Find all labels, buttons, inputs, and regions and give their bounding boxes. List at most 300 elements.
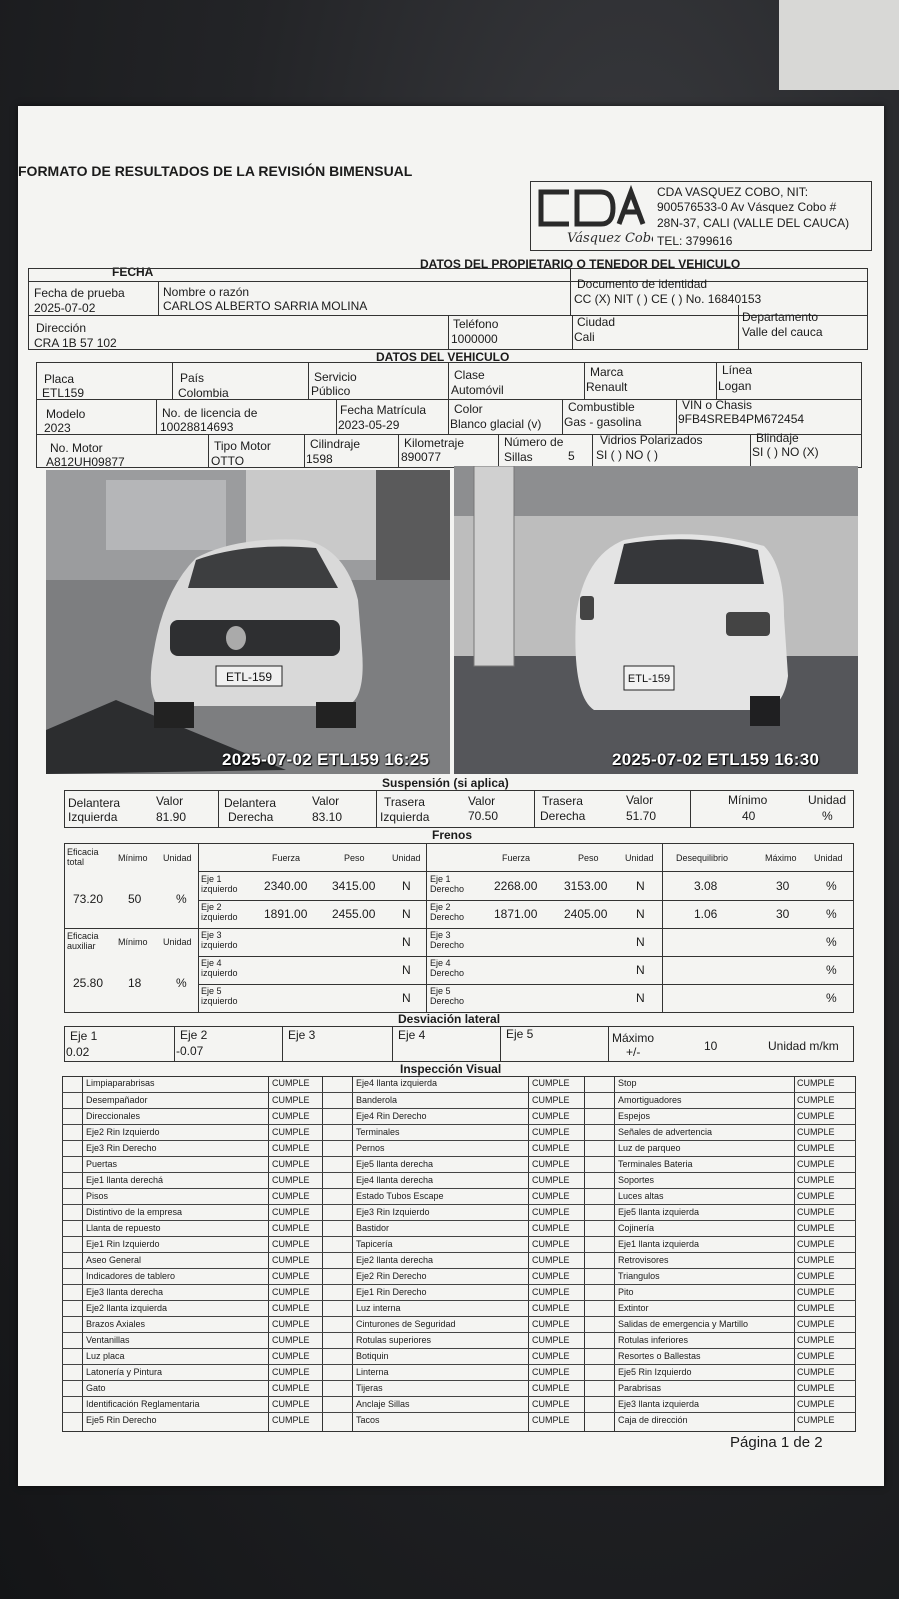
- inspection-item-1: Eje1 llanta derechá: [86, 1175, 164, 1185]
- eficacia-total-label: Eficacia total: [67, 847, 99, 867]
- inspection-item-2: Cinturones de Seguridad: [356, 1319, 456, 1329]
- inspection-status-1: CUMPLE: [272, 1351, 310, 1361]
- inspection-status-2: CUMPLE: [532, 1271, 570, 1281]
- inspection-row: [62, 1204, 856, 1220]
- front-plate-text: ETL-159: [225, 670, 273, 684]
- marca-label: Marca: [590, 365, 624, 379]
- inspection-status-2: CUMPLE: [532, 1367, 570, 1377]
- sillas-label-1: Número de: [504, 435, 564, 449]
- suspension-rule: [534, 790, 535, 828]
- ciudad-value: Cali: [574, 330, 595, 344]
- axle-left-weight: 2455.00: [332, 907, 376, 921]
- clase-value: Automóvil: [451, 383, 504, 397]
- inspection-item-3: Extintor: [618, 1303, 649, 1313]
- vehicle-rule: [498, 434, 499, 468]
- servicio-label: Servicio: [314, 370, 357, 384]
- desviacion-heading: Desviación lateral: [398, 1012, 501, 1026]
- inspection-status-2: CUMPLE: [532, 1319, 570, 1329]
- inspection-status-3: CUMPLE: [797, 1159, 835, 1169]
- inspection-status-1: CUMPLE: [272, 1143, 310, 1153]
- inspection-status-2: CUMPLE: [532, 1095, 570, 1105]
- document-title: FORMATO DE RESULTADOS DE LA REVISIÓN BIMENSUAL: [18, 163, 413, 179]
- inspection-item-2: Banderola: [356, 1095, 398, 1105]
- total-minimo-label: Mínimo: [118, 853, 148, 863]
- direccion-value: CRA 1B 57 102: [34, 336, 117, 350]
- susp-tra-izq-label1: Trasera: [384, 795, 425, 809]
- vehicle-rule: [172, 362, 173, 399]
- sillas-label-2: Sillas: [504, 450, 533, 464]
- inspection-item-2: Rotulas superiores: [356, 1335, 432, 1345]
- inspection-status-1: CUMPLE: [272, 1271, 310, 1281]
- axle-left-weight: 3415.00: [332, 879, 376, 893]
- eficacia-aux-min: 18: [128, 976, 142, 990]
- dev-eje5-label: Eje 5: [506, 1027, 534, 1041]
- inspection-row: [62, 1220, 856, 1236]
- inspection-status-1: CUMPLE: [272, 1159, 310, 1169]
- susp-del-izq-value: 81.90: [156, 810, 187, 824]
- axle-left-unit: N: [402, 907, 411, 921]
- inspection-item-1: Limpiaparabrisas: [86, 1078, 155, 1088]
- front-photo-timestamp: 2025-07-02 ETL159 16:25: [222, 750, 430, 769]
- inspection-status-1: CUMPLE: [272, 1078, 310, 1088]
- inspection-item-3: Retrovisores: [618, 1255, 669, 1265]
- axle-right-unit: N: [636, 991, 645, 1005]
- susp-unidad-label: Unidad: [808, 793, 847, 807]
- vehicle-rule: [448, 362, 449, 399]
- axle-pct: %: [826, 991, 837, 1005]
- dev-maximo-sub: +/-: [626, 1045, 641, 1059]
- inspection-item-2: Eje1 Rin Derecho: [356, 1287, 427, 1297]
- axle-right-label: Eje 4 Derecho: [430, 958, 465, 978]
- dev-eje2-value: -0.07: [176, 1044, 204, 1058]
- axle-right-force: 2268.00: [494, 879, 538, 893]
- susp-valor-label-1: Valor: [156, 794, 184, 808]
- inspection-status-3: CUMPLE: [797, 1287, 835, 1297]
- axle-left-force: 1891.00: [264, 907, 308, 921]
- brakes-rule: [198, 900, 854, 901]
- inspection-status-3: CUMPLE: [797, 1239, 835, 1249]
- axle-right-weight: 3153.00: [564, 879, 608, 893]
- licencia-value: 10028814693: [160, 420, 234, 434]
- ciudad-label: Ciudad: [577, 315, 616, 329]
- inspection-item-1: Identificación Reglamentaria: [86, 1399, 200, 1409]
- axle-right-label: Eje 5 Derecho: [430, 986, 465, 1006]
- inspection-item-3: Luz de parqueo: [618, 1143, 681, 1153]
- inspection-status-3: CUMPLE: [797, 1415, 835, 1425]
- inspection-item-3: Parabrisas: [618, 1383, 662, 1393]
- brakes-rule: [64, 928, 854, 929]
- inspection-status-2: CUMPLE: [532, 1223, 570, 1233]
- dev-eje3-label: Eje 3: [288, 1028, 316, 1042]
- color-label: Color: [454, 402, 483, 416]
- vehicle-rule: [208, 434, 209, 468]
- inspection-item-3: Espejos: [618, 1111, 651, 1121]
- front-vehicle-photo: [46, 470, 450, 774]
- eficacia-aux-unit: %: [176, 976, 187, 990]
- inspection-item-2: Botiquin: [356, 1351, 389, 1361]
- motor-label: No. Motor: [50, 441, 103, 455]
- axle-left-label: Eje 1 izquierdo: [201, 874, 238, 894]
- marca-value: Renault: [586, 380, 628, 394]
- dev-eje4-label: Eje 4: [398, 1028, 426, 1042]
- inspection-item-3: Soportes: [618, 1175, 655, 1185]
- unidad-izq-label: Unidad: [392, 853, 421, 863]
- inspection-status-2: CUMPLE: [532, 1399, 570, 1409]
- axle-left-unit: N: [402, 963, 411, 977]
- vidrios-value: SI ( ) NO ( ): [596, 448, 658, 462]
- blindaje-value: SI ( ) NO (X): [752, 445, 819, 459]
- modelo-value: 2023: [44, 421, 71, 435]
- inspection-status-2: CUMPLE: [532, 1078, 570, 1088]
- axle-right-unit: N: [636, 935, 645, 949]
- inspection-item-2: Eje2 Rin Derecho: [356, 1271, 427, 1281]
- inspection-item-1: Desempañador: [86, 1095, 148, 1105]
- inspection-item-3: Terminales Bateria: [618, 1159, 693, 1169]
- inspection-status-1: CUMPLE: [272, 1415, 310, 1425]
- inspection-item-2: Eje4 Rin Derecho: [356, 1111, 427, 1121]
- inspection-item-2: Eje3 Rin Izquierdo: [356, 1207, 430, 1217]
- total-unidad-label: Unidad: [163, 853, 192, 863]
- inspection-item-1: Pisos: [86, 1191, 109, 1201]
- inspection-status-1: CUMPLE: [272, 1223, 310, 1233]
- inspection-status-2: CUMPLE: [532, 1159, 570, 1169]
- inspection-item-1: Latonería y Pintura: [86, 1367, 163, 1377]
- inspection-status-3: CUMPLE: [797, 1399, 835, 1409]
- rear-vehicle-photo: [454, 466, 858, 774]
- inspection-item-3: Eje5 Rin Izquierdo: [618, 1367, 692, 1377]
- deviation-rule: [500, 1026, 501, 1062]
- axle-left-force: 2340.00: [264, 879, 308, 893]
- pais-value: Colombia: [178, 386, 229, 400]
- vehicle-rule: [156, 399, 157, 434]
- susp-del-der-label2: Derecha: [228, 810, 274, 824]
- dev-maximo-label: Máximo: [612, 1031, 655, 1045]
- axle-right-unit: N: [636, 963, 645, 977]
- inspection-item-1: Distintivo de la empresa: [86, 1207, 183, 1217]
- inspection-item-3: Amortiguadores: [618, 1095, 682, 1105]
- susp-tra-der-label1: Trasera: [542, 794, 583, 808]
- placa-label: Placa: [44, 372, 75, 386]
- eficacia-total-unit: %: [176, 892, 187, 906]
- inspection-status-2: CUMPLE: [532, 1351, 570, 1361]
- inspection-status-1: CUMPLE: [272, 1239, 310, 1249]
- inspection-status-3: CUMPLE: [797, 1271, 835, 1281]
- color-value: Blanco glacial (v): [450, 417, 542, 431]
- kilometraje-label: Kilometraje: [404, 436, 465, 450]
- inspection-item-2: Eje4 llanta izquierda: [356, 1078, 438, 1088]
- inspection-status-3: CUMPLE: [797, 1191, 835, 1201]
- owner-heading: DATOS DEL PROPIETARIO O TENEDOR DEL VEHICULO: [420, 257, 741, 271]
- cda-logo-script: Vásquez Cobo: [567, 231, 653, 246]
- eficacia-total-value: 73.20: [73, 892, 104, 906]
- combustible-label: Combustible: [568, 400, 635, 414]
- axle-left-label: Eje 2 izquierdo: [201, 902, 238, 922]
- inspection-item-3: Pito: [618, 1287, 634, 1297]
- axle-pct: %: [826, 935, 837, 949]
- vidrios-label: Vidrios Polarizados: [600, 433, 703, 447]
- inspection-row: [62, 1124, 856, 1140]
- inspection-row: [62, 1412, 856, 1428]
- inspection-item-3: Stop: [618, 1078, 637, 1088]
- blindaje-label: Blindaje: [756, 431, 799, 445]
- axle-imbalance: 1.06: [694, 907, 718, 921]
- rear-plate-text: ETL-159: [627, 673, 671, 685]
- inspection-row: [62, 1316, 856, 1332]
- inspection-item-3: Luces altas: [618, 1191, 664, 1201]
- susp-del-izq-label2: Izquierda: [68, 810, 118, 824]
- inspection-status-1: CUMPLE: [272, 1207, 310, 1217]
- inspection-status-3: CUMPLE: [797, 1111, 835, 1121]
- peso-der-label: Peso: [578, 853, 599, 863]
- axle-left-label: Eje 4 izquierdo: [201, 958, 238, 978]
- inspection-status-3: CUMPLE: [797, 1367, 835, 1377]
- cda-info-line4: TEL: 3799616: [657, 235, 733, 246]
- servicio-value: Público: [311, 384, 351, 398]
- vin-label: VIN o Chasis: [682, 398, 753, 412]
- inspection-row: [62, 1268, 856, 1284]
- vehicle-heading: DATOS DEL VEHICULO: [376, 350, 510, 364]
- inspection-status-2: CUMPLE: [532, 1175, 570, 1185]
- axle-right-unit: N: [636, 879, 645, 893]
- axle-right-unit: N: [636, 907, 645, 921]
- matricula-label: Fecha Matrícula: [340, 403, 427, 417]
- axle-pct: %: [826, 907, 837, 921]
- inspection-row: [62, 1092, 856, 1108]
- axle-pct: %: [826, 963, 837, 977]
- suspension-heading: Suspensión (si aplica): [382, 776, 509, 790]
- inspection-item-3: Eje5 llanta izquierda: [618, 1207, 700, 1217]
- desequilibrio-label: Desequilibrio: [676, 853, 729, 863]
- inspection-status-1: CUMPLE: [272, 1287, 310, 1297]
- inspection-item-1: Direccionales: [86, 1111, 141, 1121]
- inspection-status-3: CUMPLE: [797, 1078, 835, 1088]
- inspection-status-2: CUMPLE: [532, 1287, 570, 1297]
- departamento-label: Departamento: [742, 310, 819, 324]
- inspection-status-2: CUMPLE: [532, 1335, 570, 1345]
- inspeccion-heading: Inspección Visual: [400, 1062, 502, 1076]
- inspection-status-3: CUMPLE: [797, 1143, 835, 1153]
- inspection-item-2: Eje2 llanta derecha: [356, 1255, 434, 1265]
- inspection-status-1: CUMPLE: [272, 1175, 310, 1185]
- cda-logo: [533, 184, 653, 248]
- axle-pct: %: [826, 879, 837, 893]
- inspection-item-2: Bastidor: [356, 1223, 390, 1233]
- deviation-rule: [282, 1026, 283, 1062]
- inspection-item-1: Eje2 Rin Izquierdo: [86, 1127, 160, 1137]
- inspection-row: [62, 1284, 856, 1300]
- inspection-item-2: Linterna: [356, 1367, 389, 1377]
- inspection-item-2: Tijeras: [356, 1383, 383, 1393]
- inspection-item-3: Eje1 llanta izquierda: [618, 1239, 700, 1249]
- inspection-row: [62, 1188, 856, 1204]
- linea-value: Logan: [718, 379, 752, 393]
- inspection-status-1: CUMPLE: [272, 1095, 310, 1105]
- inspection-item-2: Anclaje Sillas: [356, 1399, 410, 1409]
- inspection-status-2: CUMPLE: [532, 1143, 570, 1153]
- licencia-label: No. de licencia de: [162, 406, 258, 420]
- inspection-item-3: Eje3 llanta izquierda: [618, 1399, 700, 1409]
- cilindraje-value: 1598: [306, 452, 333, 466]
- inspection-row: [62, 1380, 856, 1396]
- inspection-item-3: Rotulas inferiores: [618, 1335, 689, 1345]
- susp-unidad-value: %: [822, 809, 833, 823]
- owner-rule: [448, 315, 449, 350]
- inspection-status-3: CUMPLE: [797, 1351, 835, 1361]
- nombre-value: CARLOS ALBERTO SARRIA MOLINA: [163, 299, 368, 313]
- inspection-item-2: Tapicería: [356, 1239, 393, 1249]
- susp-tra-der-label2: Derecha: [540, 809, 586, 823]
- axle-right-weight: 2405.00: [564, 907, 608, 921]
- inspection-status-3: CUMPLE: [797, 1335, 835, 1345]
- inspection-row: [62, 1108, 856, 1124]
- matricula-value: 2023-05-29: [338, 418, 400, 432]
- suspension-rule: [690, 790, 691, 828]
- combustible-value: Gas - gasolina: [564, 415, 642, 429]
- vehicle-rule: [750, 434, 751, 468]
- direccion-label: Dirección: [36, 321, 87, 335]
- vehicle-rule: [308, 362, 309, 399]
- vehicle-rule: [562, 399, 563, 434]
- owner-rule: [738, 305, 739, 350]
- inspection-status-1: CUMPLE: [272, 1383, 310, 1393]
- inspection-row: [62, 1364, 856, 1380]
- inspection-item-1: Eje2 llanta izquierda: [86, 1303, 168, 1313]
- inspection-row: [62, 1300, 856, 1316]
- vehicle-rule: [336, 399, 337, 434]
- inspection-item-1: Indicadores de tablero: [86, 1271, 176, 1281]
- deviation-rule: [392, 1026, 393, 1062]
- page-number: Página 1 de 2: [730, 1434, 823, 1451]
- frenos-heading: Frenos: [432, 828, 473, 842]
- inspection-status-2: CUMPLE: [532, 1111, 570, 1121]
- axle-imbalance: 3.08: [694, 879, 718, 893]
- inspection-item-2: Pernos: [356, 1143, 385, 1153]
- fuerza-izq-label: Fuerza: [272, 853, 301, 863]
- inspection-status-1: CUMPLE: [272, 1319, 310, 1329]
- inspection-status-2: CUMPLE: [532, 1255, 570, 1265]
- aux-unidad-label: Unidad: [163, 937, 192, 947]
- inspection-status-3: CUMPLE: [797, 1127, 835, 1137]
- axle-left-label: Eje 5 izquierdo: [201, 986, 238, 1006]
- cda-info-line2: 900576533-0 Av Vásquez Cobo #: [657, 200, 837, 214]
- inspection-status-1: CUMPLE: [272, 1111, 310, 1121]
- inspection-item-1: Eje3 Rin Derecho: [86, 1143, 157, 1153]
- susp-valor-label-2: Valor: [312, 794, 340, 808]
- inspection-status-3: CUMPLE: [797, 1223, 835, 1233]
- vehicle-rule: [36, 434, 862, 435]
- inspection-item-2: Tacos: [356, 1415, 380, 1425]
- vehicle-rule: [398, 434, 399, 468]
- axle-left-label: Eje 3 izquierdo: [201, 930, 238, 950]
- inspection-status-1: CUMPLE: [272, 1191, 310, 1201]
- inspection-item-1: Aseo General: [86, 1255, 142, 1265]
- inspection-item-1: Gato: [86, 1383, 106, 1393]
- telefono-label: Teléfono: [453, 317, 499, 331]
- susp-del-der-value: 83.10: [312, 810, 343, 824]
- inspection-status-3: CUMPLE: [797, 1255, 835, 1265]
- telefono-value: 1000000: [451, 332, 498, 346]
- dev-unidad: Unidad m/km: [768, 1039, 839, 1053]
- axle-left-unit: N: [402, 935, 411, 949]
- inspection-row: [62, 1156, 856, 1172]
- vin-value: 9FB4SREB4PM672454: [678, 412, 805, 426]
- dev-eje1-value: 0.02: [66, 1045, 90, 1059]
- vehicle-rule: [448, 399, 449, 434]
- inspection-item-2: Terminales: [356, 1127, 400, 1137]
- inspection-status-1: CUMPLE: [272, 1127, 310, 1137]
- peso-izq-label: Peso: [344, 853, 365, 863]
- vehicle-rule: [304, 434, 305, 468]
- inspection-item-3: Señales de advertencia: [618, 1127, 713, 1137]
- inspection-status-3: CUMPLE: [797, 1303, 835, 1313]
- inspection-item-1: Llanta de repuesto: [86, 1223, 161, 1233]
- inspection-status-2: CUMPLE: [532, 1191, 570, 1201]
- susp-valor-label-4: Valor: [626, 793, 654, 807]
- fecha-heading: FECHA: [112, 265, 154, 279]
- inspection-row: [62, 1332, 856, 1348]
- inspection-row: [62, 1252, 856, 1268]
- axle-max: 30: [776, 879, 790, 893]
- placa-value: ETL159: [42, 386, 85, 400]
- eficacia-total-min: 50: [128, 892, 142, 906]
- suspension-rule: [218, 790, 219, 828]
- inspection-item-2: Estado Tubos Escape: [356, 1191, 444, 1201]
- inspection-row: [62, 1348, 856, 1364]
- axle-left-unit: N: [402, 879, 411, 893]
- inspection-item-3: Salidas de emergencia y Martillo: [618, 1319, 749, 1329]
- eficacia-aux-value: 25.80: [73, 976, 104, 990]
- inspection-status-1: CUMPLE: [272, 1335, 310, 1345]
- unidad-label: Unidad: [814, 853, 843, 863]
- sillas-value: 5: [568, 449, 575, 463]
- inspection-item-3: Cojinería: [618, 1223, 655, 1233]
- deviation-rule: [174, 1026, 175, 1062]
- inspection-row: [62, 1172, 856, 1188]
- inspection-item-1: Ventanillas: [86, 1335, 130, 1345]
- unidad-der-label: Unidad: [625, 853, 654, 863]
- inspection-item-2: Luz interna: [356, 1303, 401, 1313]
- susp-tra-izq-value: 70.50: [468, 809, 499, 823]
- owner-rule: [158, 281, 159, 315]
- linea-label: Línea: [722, 363, 753, 377]
- inspection-item-2: Eje4 llanta derecha: [356, 1175, 434, 1185]
- inspection-status-2: CUMPLE: [532, 1127, 570, 1137]
- inspection-item-1: Puertas: [86, 1159, 118, 1169]
- aux-minimo-label: Mínimo: [118, 937, 148, 947]
- dev-eje2-label: Eje 2: [180, 1028, 208, 1042]
- inspection-row: [62, 1236, 856, 1252]
- inspection-status-3: CUMPLE: [797, 1175, 835, 1185]
- tipo-motor-value: OTTO: [211, 454, 245, 468]
- fuerza-der-label: Fuerza: [502, 853, 531, 863]
- inspection-row: [62, 1076, 856, 1092]
- susp-tra-der-value: 51.70: [626, 809, 657, 823]
- axle-right-label: Eje 2 Derecho: [430, 902, 465, 922]
- susp-tra-izq-label2: Izquierda: [380, 810, 430, 824]
- inspection-row: [62, 1396, 856, 1412]
- inspection-item-1: Brazos Axiales: [86, 1319, 146, 1329]
- dev-eje1-label: Eje 1: [70, 1029, 98, 1043]
- inspection-status-3: CUMPLE: [797, 1383, 835, 1393]
- maximo-label: Máximo: [765, 853, 797, 863]
- inspection-status-2: CUMPLE: [532, 1383, 570, 1393]
- inspection-item-1: Luz placa: [86, 1351, 125, 1361]
- deviation-rule: [608, 1026, 609, 1062]
- cda-info-line3: 28N-37, CALI (VALLE DEL CAUCA): [657, 216, 850, 230]
- axle-right-force: 1871.00: [494, 907, 538, 921]
- inspection-item-3: Triangulos: [618, 1271, 660, 1281]
- inspection-row: [62, 1140, 856, 1156]
